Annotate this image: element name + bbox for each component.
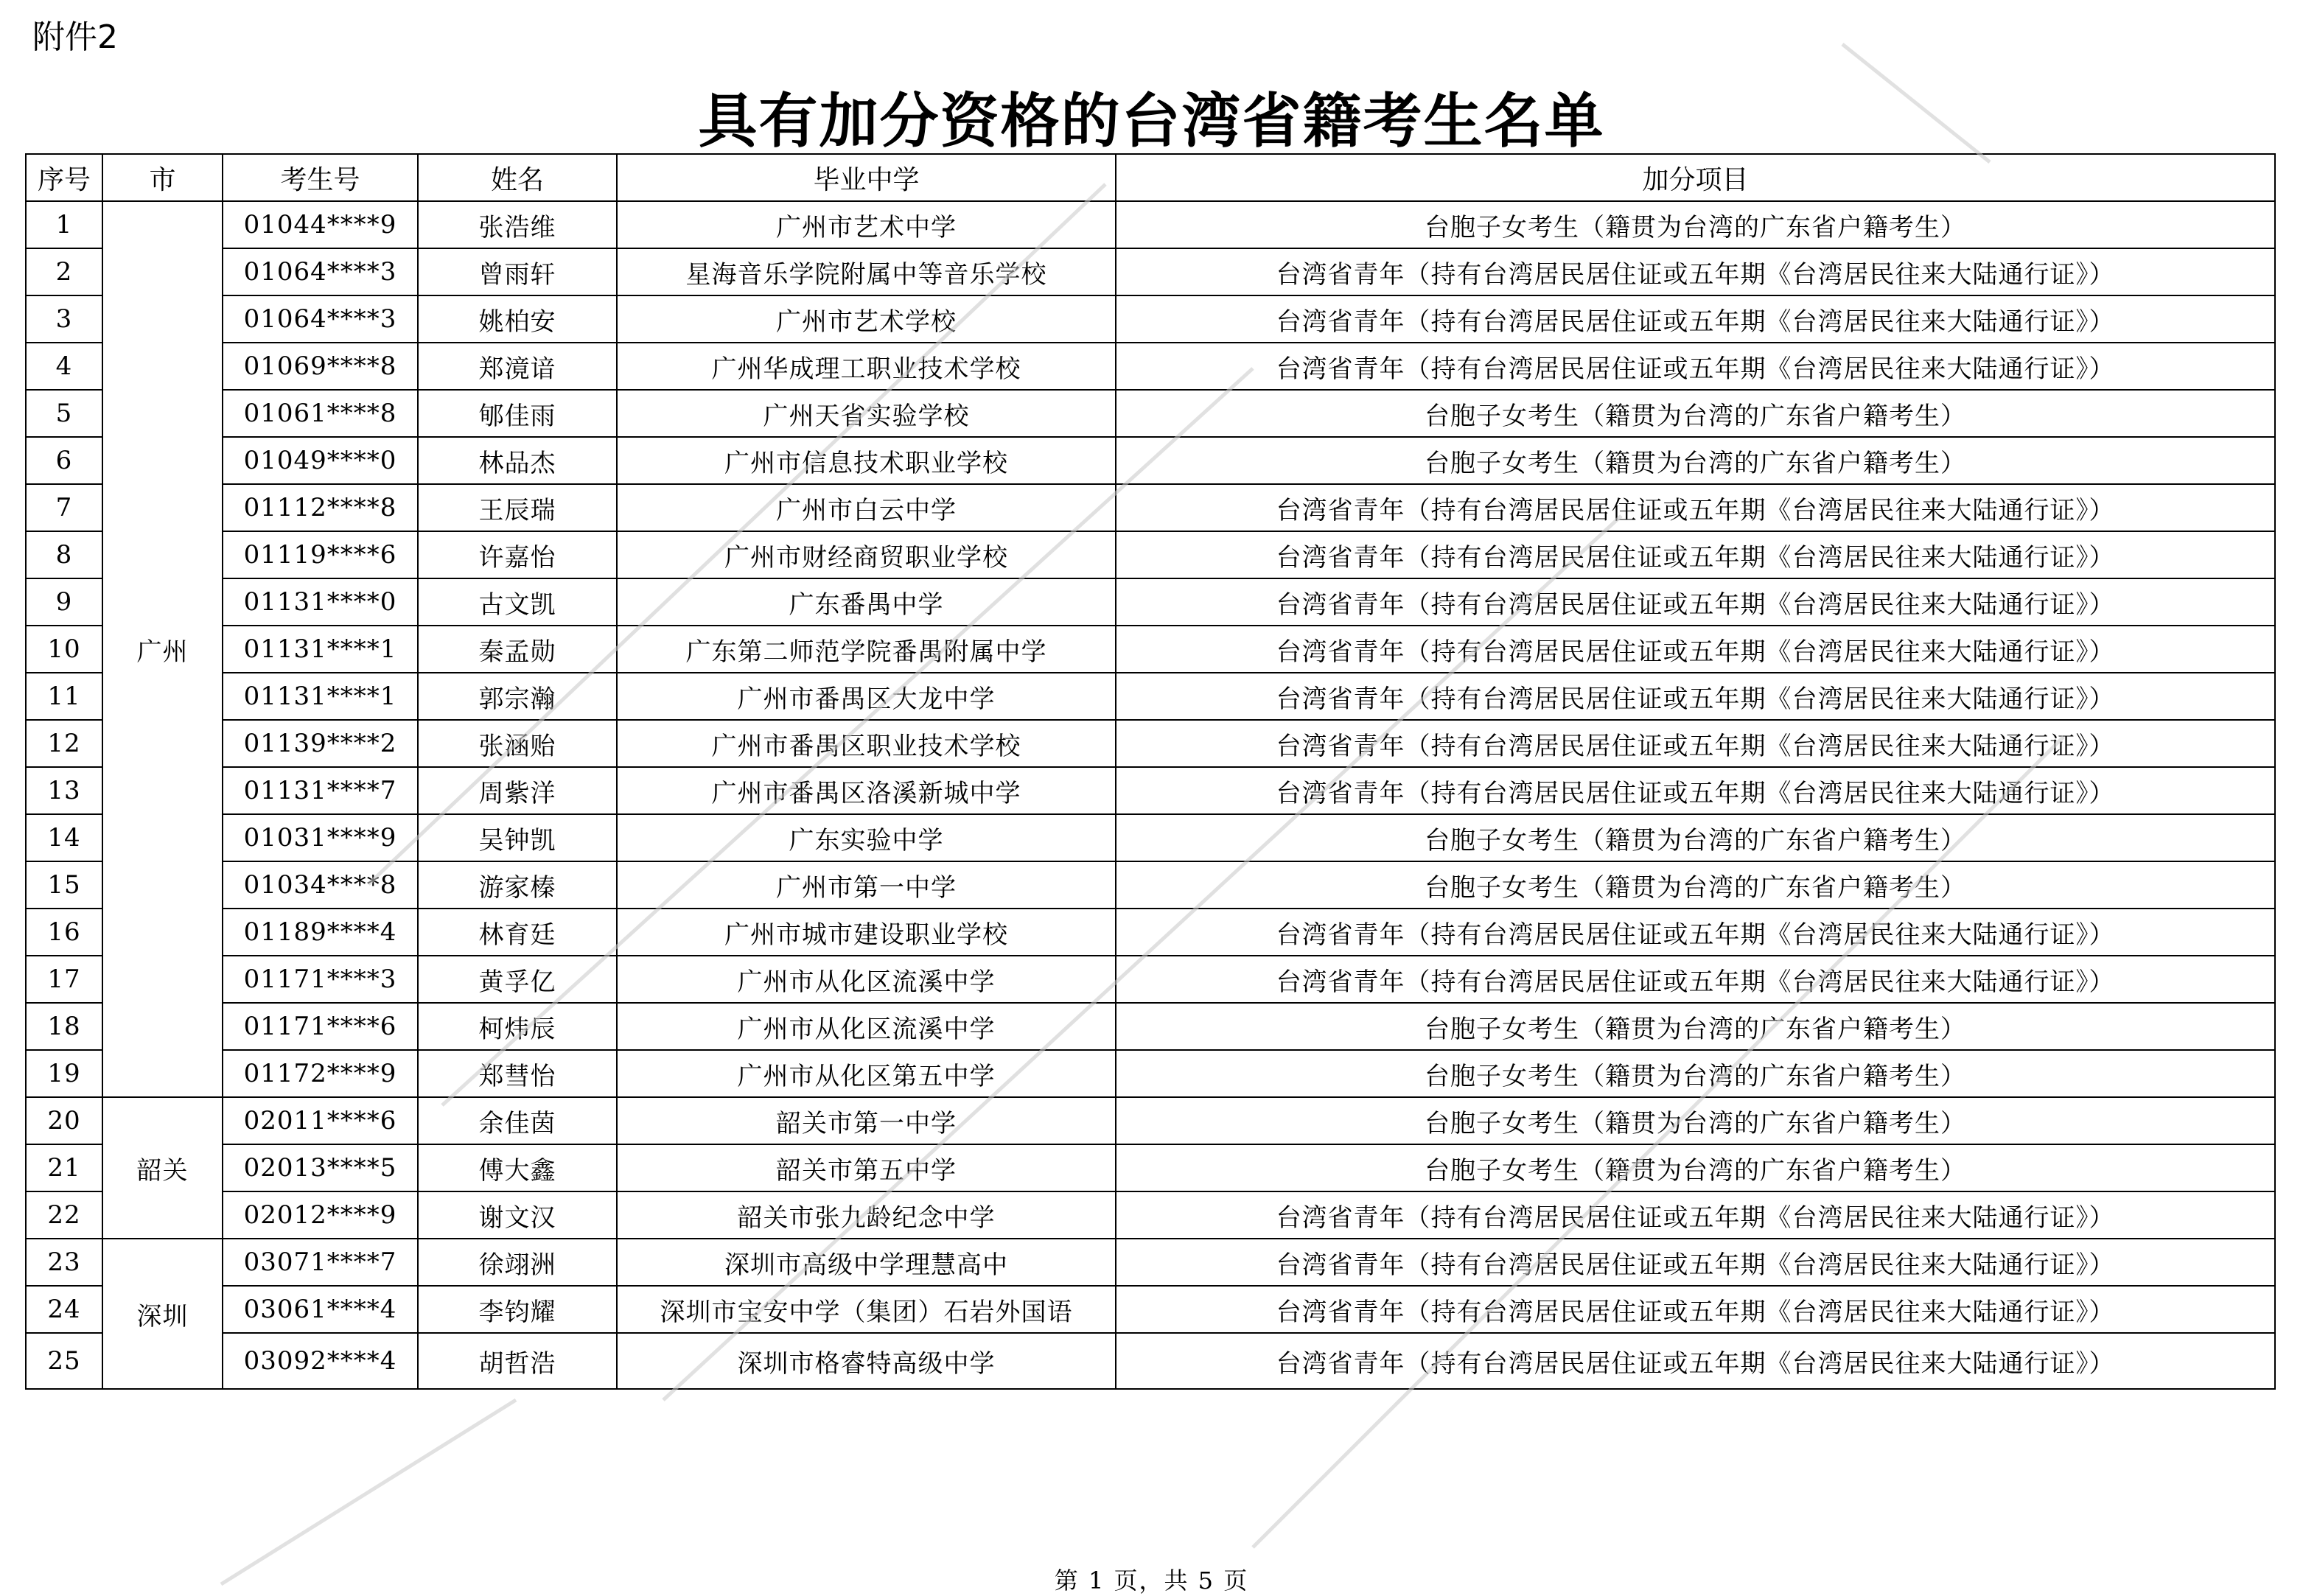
row-bonus-item: 台湾省青年（持有台湾居民居住证或五年期《台湾居民往来大陆通行证》） [1116, 1191, 2275, 1239]
row-exam-id: 03061****4 [223, 1286, 418, 1333]
row-school: 韶关市第五中学 [617, 1144, 1116, 1191]
page-title: 具有加分资格的台湾省籍考生名单 [698, 87, 1605, 155]
row-no: 19 [26, 1050, 102, 1097]
attachment-label: 附件2 [32, 18, 118, 56]
table-row [26, 814, 2275, 861]
row-school: 广州市财经商贸职业学校 [617, 531, 1116, 578]
row-exam-id: 01061****8 [223, 390, 418, 437]
row-school: 广州市第一中学 [617, 861, 1116, 909]
table-row [26, 767, 2275, 814]
row-exam-id: 01131****1 [223, 626, 418, 673]
row-bonus-item: 台胞子女考生（籍贯为台湾的广东省户籍考生） [1116, 437, 2275, 484]
row-name: 郑彗怡 [418, 1050, 617, 1097]
row-name: 古文凯 [418, 578, 617, 626]
row-school: 韶关市张九龄纪念中学 [617, 1191, 1116, 1239]
row-name: 郭宗瀚 [418, 673, 617, 720]
row-name: 胡哲浩 [418, 1333, 617, 1389]
col-header-city: 市 [102, 154, 223, 201]
row-name: 傅大鑫 [418, 1144, 617, 1191]
row-name: 徐翊洲 [418, 1239, 617, 1286]
row-no: 12 [26, 720, 102, 767]
row-bonus-item: 台湾省青年（持有台湾居民居住证或五年期《台湾居民往来大陆通行证》） [1116, 484, 2275, 531]
row-exam-id: 01044****9 [223, 201, 418, 248]
row-bonus-item: 台湾省青年（持有台湾居民居住证或五年期《台湾居民往来大陆通行证》） [1116, 1239, 2275, 1286]
row-school: 广东番禺中学 [617, 578, 1116, 626]
row-no: 7 [26, 484, 102, 531]
table-row [26, 1144, 2275, 1191]
row-school: 深圳市宝安中学（集团）石岩外国语 [617, 1286, 1116, 1333]
row-bonus-item: 台湾省青年（持有台湾居民居住证或五年期《台湾居民往来大陆通行证》） [1116, 248, 2275, 295]
row-no: 18 [26, 1003, 102, 1050]
row-exam-id: 02013****5 [223, 1144, 418, 1191]
table-row [26, 1286, 2275, 1333]
row-bonus-item: 台胞子女考生（籍贯为台湾的广东省户籍考生） [1116, 201, 2275, 248]
table-row [26, 437, 2275, 484]
row-school: 广州市白云中学 [617, 484, 1116, 531]
row-name: 郑滰谙 [418, 343, 617, 390]
table-row [26, 1050, 2275, 1097]
row-no: 22 [26, 1191, 102, 1239]
row-name: 郇佳雨 [418, 390, 617, 437]
row-no: 9 [26, 578, 102, 626]
row-bonus-item: 台胞子女考生（籍贯为台湾的广东省户籍考生） [1116, 1050, 2275, 1097]
table-row [26, 720, 2275, 767]
table-row [26, 295, 2275, 343]
row-school: 广东实验中学 [617, 814, 1116, 861]
row-no: 14 [26, 814, 102, 861]
row-exam-id: 01069****8 [223, 343, 418, 390]
row-no: 13 [26, 767, 102, 814]
table-row [26, 201, 2275, 248]
row-school: 广州市城市建设职业学校 [617, 909, 1116, 956]
row-school: 广州市番禺区大龙中学 [617, 673, 1116, 720]
row-exam-id: 01171****6 [223, 1003, 418, 1050]
row-no: 24 [26, 1286, 102, 1333]
row-no: 16 [26, 909, 102, 956]
row-exam-id: 01172****9 [223, 1050, 418, 1097]
row-school: 广州市艺术学校 [617, 295, 1116, 343]
row-exam-id: 01049****0 [223, 437, 418, 484]
table-row [26, 861, 2275, 909]
row-school: 广州市番禺区职业技术学校 [617, 720, 1116, 767]
row-exam-id: 01064****3 [223, 248, 418, 295]
row-school: 深圳市格睿特高级中学 [617, 1333, 1116, 1389]
row-bonus-item: 台胞子女考生（籍贯为台湾的广东省户籍考生） [1116, 1144, 2275, 1191]
table-row [26, 1333, 2275, 1389]
row-bonus-item: 台湾省青年（持有台湾居民居住证或五年期《台湾居民往来大陆通行证》） [1116, 767, 2275, 814]
roster-table [25, 153, 2276, 1390]
row-exam-id: 01139****2 [223, 720, 418, 767]
table-row [26, 390, 2275, 437]
row-name: 王辰瑞 [418, 484, 617, 531]
table-row [26, 578, 2275, 626]
row-no: 5 [26, 390, 102, 437]
col-header-bonus-item: 加分项目 [1116, 154, 2275, 201]
row-bonus-item: 台胞子女考生（籍贯为台湾的广东省户籍考生） [1116, 1003, 2275, 1050]
row-bonus-item: 台胞子女考生（籍贯为台湾的广东省户籍考生） [1116, 390, 2275, 437]
city-cell-guangzhou: 广州 [102, 201, 223, 1097]
row-name: 谢文汉 [418, 1191, 617, 1239]
row-bonus-item: 台湾省青年（持有台湾居民居住证或五年期《台湾居民往来大陆通行证》） [1116, 909, 2275, 956]
page-footer: 第 1 页，共 5 页 [1054, 1567, 1249, 1595]
row-school: 广州市信息技术职业学校 [617, 437, 1116, 484]
row-school: 广州市艺术中学 [617, 201, 1116, 248]
row-bonus-item: 台湾省青年（持有台湾居民居住证或五年期《台湾居民往来大陆通行证》） [1116, 956, 2275, 1003]
row-name: 姚柏安 [418, 295, 617, 343]
row-no: 20 [26, 1097, 102, 1144]
row-exam-id: 03071****7 [223, 1239, 418, 1286]
row-bonus-item: 台湾省青年（持有台湾居民居住证或五年期《台湾居民往来大陆通行证》） [1116, 343, 2275, 390]
row-exam-id: 01119****6 [223, 531, 418, 578]
row-name: 曾雨轩 [418, 248, 617, 295]
row-bonus-item: 台湾省青年（持有台湾居民居住证或五年期《台湾居民往来大陆通行证》） [1116, 626, 2275, 673]
row-name: 柯炜辰 [418, 1003, 617, 1050]
table-row [26, 1239, 2275, 1286]
row-no: 15 [26, 861, 102, 909]
table-row [26, 626, 2275, 673]
row-name: 余佳茵 [418, 1097, 617, 1144]
row-bonus-item: 台湾省青年（持有台湾居民居住证或五年期《台湾居民往来大陆通行证》） [1116, 578, 2275, 626]
table-row [26, 1097, 2275, 1144]
row-no: 10 [26, 626, 102, 673]
row-school: 广州市番禺区洛溪新城中学 [617, 767, 1116, 814]
row-bonus-item: 台胞子女考生（籍贯为台湾的广东省户籍考生） [1116, 1097, 2275, 1144]
row-name: 张涵贻 [418, 720, 617, 767]
row-no: 8 [26, 531, 102, 578]
row-exam-id: 01131****7 [223, 767, 418, 814]
row-exam-id: 01131****0 [223, 578, 418, 626]
row-bonus-item: 台湾省青年（持有台湾居民居住证或五年期《台湾居民往来大陆通行证》） [1116, 1333, 2275, 1389]
row-name: 吴钟凯 [418, 814, 617, 861]
table-row [26, 956, 2275, 1003]
row-no: 11 [26, 673, 102, 720]
row-no: 1 [26, 201, 102, 248]
city-cell-shenzhen: 深圳 [102, 1239, 223, 1389]
row-name: 黄孚亿 [418, 956, 617, 1003]
row-bonus-item: 台胞子女考生（籍贯为台湾的广东省户籍考生） [1116, 814, 2275, 861]
row-exam-id: 01189****4 [223, 909, 418, 956]
row-no: 17 [26, 956, 102, 1003]
table-row [26, 909, 2275, 956]
row-school: 广州华成理工职业技术学校 [617, 343, 1116, 390]
row-exam-id: 01034****8 [223, 861, 418, 909]
row-school: 广州市从化区流溪中学 [617, 1003, 1116, 1050]
row-exam-id: 03092****4 [223, 1333, 418, 1389]
row-bonus-item: 台湾省青年（持有台湾居民居住证或五年期《台湾居民往来大陆通行证》） [1116, 1286, 2275, 1333]
row-school: 广州天省实验学校 [617, 390, 1116, 437]
row-no: 6 [26, 437, 102, 484]
col-header-exam-id: 考生号 [223, 154, 418, 201]
row-name: 周紫洋 [418, 767, 617, 814]
col-header-school: 毕业中学 [617, 154, 1116, 201]
row-exam-id: 02011****6 [223, 1097, 418, 1144]
row-bonus-item: 台湾省青年（持有台湾居民居住证或五年期《台湾居民往来大陆通行证》） [1116, 531, 2275, 578]
row-no: 2 [26, 248, 102, 295]
row-no: 3 [26, 295, 102, 343]
table-row [26, 484, 2275, 531]
row-exam-id: 01031****9 [223, 814, 418, 861]
row-school: 星海音乐学院附属中等音乐学校 [617, 248, 1116, 295]
row-bonus-item: 台湾省青年（持有台湾居民居住证或五年期《台湾居民往来大陆通行证》） [1116, 295, 2275, 343]
row-name: 林品杰 [418, 437, 617, 484]
row-exam-id: 01131****1 [223, 673, 418, 720]
table-row [26, 248, 2275, 295]
table-row [26, 1003, 2275, 1050]
row-school: 广东第二师范学院番禺附属中学 [617, 626, 1116, 673]
table-row [26, 531, 2275, 578]
table-row [26, 343, 2275, 390]
table-row [26, 673, 2275, 720]
row-exam-id: 01112****8 [223, 484, 418, 531]
table-row [26, 1191, 2275, 1239]
row-school: 广州市从化区第五中学 [617, 1050, 1116, 1097]
row-school: 深圳市高级中学理慧高中 [617, 1239, 1116, 1286]
row-bonus-item: 台湾省青年（持有台湾居民居住证或五年期《台湾居民往来大陆通行证》） [1116, 673, 2275, 720]
row-name: 秦孟勋 [418, 626, 617, 673]
row-name: 张浩维 [418, 201, 617, 248]
row-no: 4 [26, 343, 102, 390]
row-no: 21 [26, 1144, 102, 1191]
row-name: 游家榛 [418, 861, 617, 909]
row-bonus-item: 台湾省青年（持有台湾居民居住证或五年期《台湾居民往来大陆通行证》） [1116, 720, 2275, 767]
row-school: 广州市从化区流溪中学 [617, 956, 1116, 1003]
col-header-no: 序号 [26, 154, 102, 201]
row-no: 23 [26, 1239, 102, 1286]
row-name: 李钧耀 [418, 1286, 617, 1333]
row-bonus-item: 台胞子女考生（籍贯为台湾的广东省户籍考生） [1116, 861, 2275, 909]
row-exam-id: 01171****3 [223, 956, 418, 1003]
row-school: 韶关市第一中学 [617, 1097, 1116, 1144]
row-exam-id: 02012****9 [223, 1191, 418, 1239]
row-name: 许嘉怡 [418, 531, 617, 578]
city-cell-shaoguan: 韶关 [102, 1097, 223, 1239]
row-exam-id: 01064****3 [223, 295, 418, 343]
row-no: 25 [26, 1333, 102, 1389]
header-row [26, 154, 2275, 201]
row-name: 林育廷 [418, 909, 617, 956]
col-header-name: 姓名 [418, 154, 617, 201]
